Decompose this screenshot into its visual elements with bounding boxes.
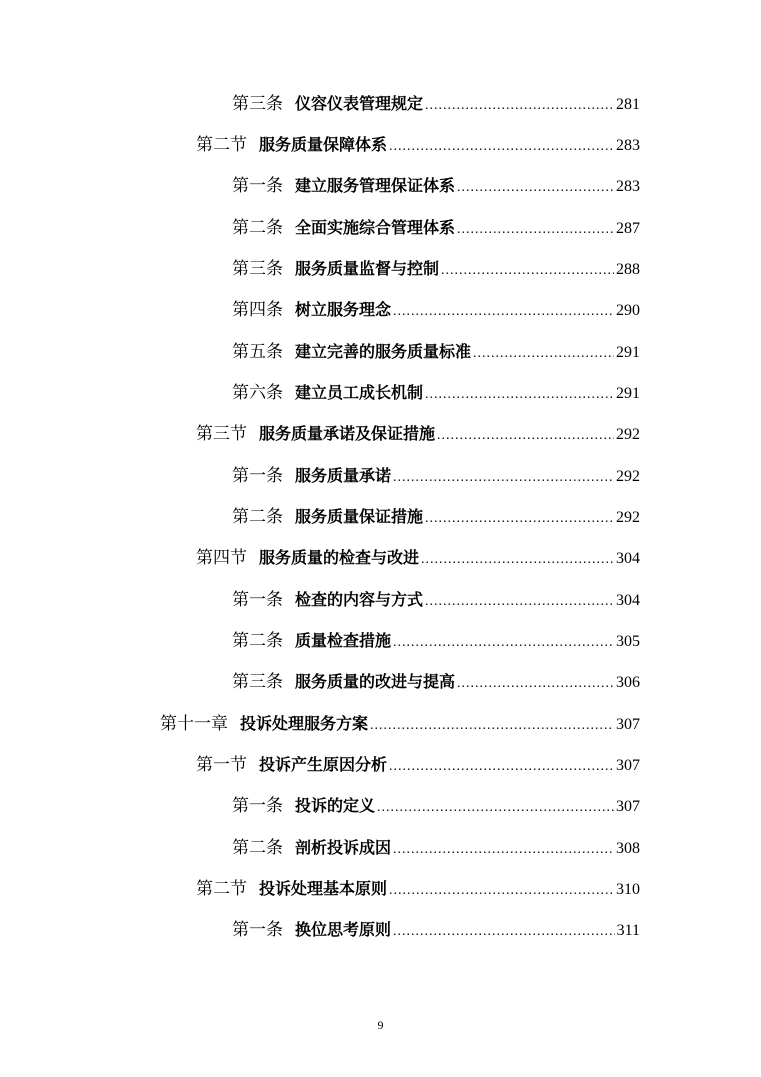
toc-entry-number: 第三条 bbox=[232, 94, 283, 114]
toc-entry-number: 第三节 bbox=[196, 424, 247, 444]
dot-leader bbox=[393, 629, 614, 657]
toc-entry-page: 307 bbox=[616, 716, 640, 733]
toc-entry-number: 第二条 bbox=[232, 631, 283, 651]
dot-leader bbox=[425, 588, 614, 616]
dot-leader bbox=[425, 92, 614, 120]
toc-entry-number: 第六条 bbox=[232, 383, 283, 403]
dot-leader bbox=[377, 794, 614, 822]
dot-leader bbox=[389, 133, 614, 161]
toc-entry[interactable] bbox=[196, 875, 640, 903]
toc-entry-number: 第一节 bbox=[196, 755, 247, 775]
toc-entry-page: 292 bbox=[616, 426, 640, 443]
toc-entry[interactable] bbox=[232, 916, 640, 944]
toc-entry-page: 308 bbox=[616, 840, 640, 857]
toc-entry[interactable] bbox=[196, 420, 640, 448]
dot-leader bbox=[393, 464, 614, 492]
toc-entry-title: 质量检查措施 bbox=[295, 631, 392, 650]
toc-entry-title: 建立完善的服务质量标准 bbox=[295, 342, 472, 361]
toc-entry-title: 投诉产生原因分析 bbox=[259, 755, 388, 774]
toc-entry[interactable] bbox=[160, 710, 640, 738]
toc-entry-title: 投诉处理基本原则 bbox=[259, 879, 388, 898]
dot-leader bbox=[393, 298, 614, 326]
toc-entry[interactable] bbox=[232, 214, 640, 242]
toc-entry[interactable] bbox=[232, 338, 640, 366]
toc-entry-page: 304 bbox=[616, 592, 640, 609]
toc-entry[interactable] bbox=[232, 90, 640, 118]
toc-entry[interactable] bbox=[232, 462, 640, 490]
toc-entry-number: 第二节 bbox=[196, 135, 247, 155]
dot-leader bbox=[389, 753, 614, 781]
toc-entry-title: 服务质量承诺 bbox=[295, 466, 392, 485]
toc-entry-page: 290 bbox=[616, 302, 640, 319]
dot-leader bbox=[457, 216, 614, 244]
toc-entry-number: 第十一章 bbox=[160, 714, 228, 734]
toc-entry-page: 291 bbox=[616, 344, 640, 361]
toc-entry-title: 仪容仪表管理规定 bbox=[295, 94, 424, 113]
toc-entry-page: 287 bbox=[616, 220, 640, 237]
toc-entry[interactable] bbox=[232, 627, 640, 655]
dot-leader bbox=[389, 877, 614, 905]
toc-entry-title: 剖析投诉成因 bbox=[295, 838, 392, 857]
toc-entry-number: 第一条 bbox=[232, 796, 283, 816]
toc-entry-page: 310 bbox=[616, 881, 640, 898]
toc-entry[interactable] bbox=[232, 172, 640, 200]
toc-entry[interactable] bbox=[232, 668, 640, 696]
toc-entry-title: 服务质量监督与控制 bbox=[295, 259, 440, 278]
toc-entry[interactable] bbox=[196, 544, 640, 572]
toc-entry-number: 第二条 bbox=[232, 507, 283, 527]
toc-entry-number: 第五条 bbox=[232, 342, 283, 362]
toc-entry-title: 服务质量的改进与提高 bbox=[295, 672, 456, 691]
dot-leader bbox=[393, 836, 614, 864]
dot-leader bbox=[370, 712, 614, 740]
dot-leader bbox=[457, 670, 614, 698]
toc-entry-title: 建立服务管理保证体系 bbox=[295, 176, 456, 195]
toc-entry[interactable] bbox=[196, 751, 640, 779]
toc-entry-number: 第三条 bbox=[232, 259, 283, 279]
toc-entry-title: 建立员工成长机制 bbox=[295, 383, 424, 402]
dot-leader bbox=[425, 381, 614, 409]
dot-leader bbox=[441, 257, 614, 285]
toc-entry-page: 283 bbox=[616, 137, 640, 154]
toc-entry-number: 第三条 bbox=[232, 672, 283, 692]
toc-entry-title: 换位思考原则 bbox=[295, 920, 392, 939]
toc-entry-number: 第一条 bbox=[232, 920, 283, 940]
toc-entry[interactable] bbox=[232, 379, 640, 407]
toc-entry-page: 305 bbox=[616, 633, 640, 650]
toc-entry-title: 投诉的定义 bbox=[295, 796, 376, 815]
toc-entry[interactable] bbox=[232, 255, 640, 283]
toc-entry-page: 292 bbox=[616, 509, 640, 526]
dot-leader bbox=[425, 505, 614, 533]
toc-entry-title: 服务质量保障体系 bbox=[259, 135, 388, 154]
toc-entry[interactable] bbox=[232, 296, 640, 324]
toc-entry-title: 检查的内容与方式 bbox=[295, 590, 424, 609]
toc-entry[interactable] bbox=[232, 834, 640, 862]
toc-entry-page: 306 bbox=[616, 674, 640, 691]
toc-entry-title: 服务质量保证措施 bbox=[295, 507, 424, 526]
toc-entry-title: 服务质量的检查与改进 bbox=[259, 548, 420, 567]
toc-entry-page: 291 bbox=[616, 385, 640, 402]
toc-entry-number: 第二条 bbox=[232, 218, 283, 238]
toc-entry-number: 第一条 bbox=[232, 466, 283, 486]
toc-entry-page: 307 bbox=[616, 757, 640, 774]
toc-entry-number: 第四条 bbox=[232, 300, 283, 320]
toc-entry-title: 投诉处理服务方案 bbox=[240, 714, 369, 733]
dot-leader bbox=[393, 918, 615, 946]
toc-entry-title: 树立服务理念 bbox=[295, 300, 392, 319]
toc-entry-page: 292 bbox=[616, 468, 640, 485]
toc-entry-page: 304 bbox=[616, 550, 640, 567]
dot-leader bbox=[473, 340, 614, 368]
toc-entry-number: 第二条 bbox=[232, 838, 283, 858]
toc-entry-number: 第一条 bbox=[232, 176, 283, 196]
dot-leader bbox=[421, 546, 614, 574]
toc-entry[interactable] bbox=[232, 503, 640, 531]
toc-entry-page: 307 bbox=[616, 798, 640, 815]
dot-leader bbox=[437, 422, 614, 450]
toc-entry-number: 第四节 bbox=[196, 548, 247, 568]
page-number: 9 bbox=[377, 1018, 384, 1032]
dot-leader bbox=[457, 174, 614, 202]
toc-entry-title: 服务质量承诺及保证措施 bbox=[259, 424, 436, 443]
toc-entry[interactable] bbox=[196, 131, 640, 159]
toc-entry-page: 283 bbox=[616, 178, 640, 195]
toc-entry-title: 全面实施综合管理体系 bbox=[295, 218, 456, 237]
toc-entry-page: 311 bbox=[616, 922, 640, 939]
toc-entry-page: 288 bbox=[616, 261, 640, 278]
toc-entry-number: 第二节 bbox=[196, 879, 247, 899]
toc-entry-page: 281 bbox=[616, 96, 640, 113]
toc-entry[interactable] bbox=[232, 586, 640, 614]
toc-entry-number: 第一条 bbox=[232, 590, 283, 610]
toc-entry[interactable] bbox=[232, 792, 640, 820]
